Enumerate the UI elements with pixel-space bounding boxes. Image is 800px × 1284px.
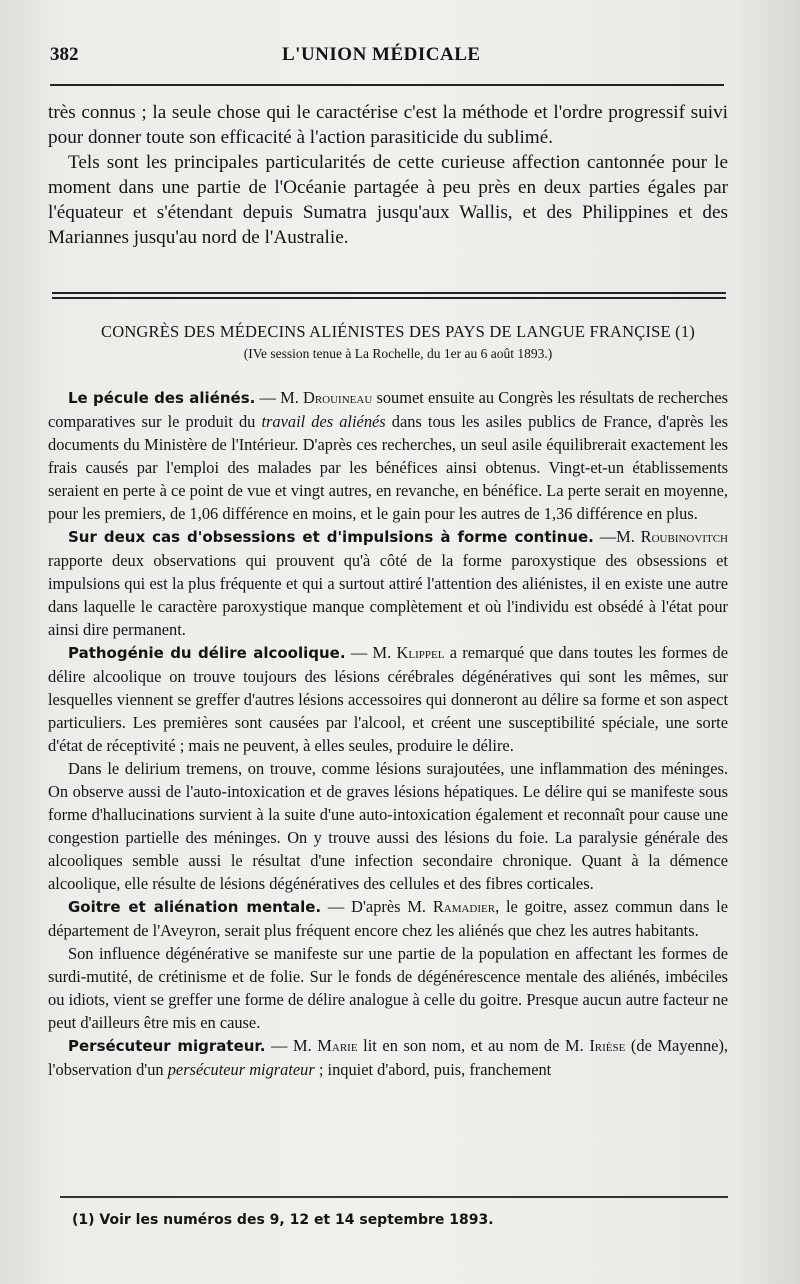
author-name: Drouineau (302, 388, 373, 407)
article-heading: Le pécule des aliénés. (68, 389, 256, 407)
dash-text: —M. (593, 527, 641, 546)
article-text: a remarqué que dans toutes les formes de délire alcoolique on trouve toujours des lésions cérébrales dégénératives qui sont les mêmes, sur lesquelles viennent se greffer d'autres lésions accessoires qui donneront au délire sa forme et son aspect particuliers. Les premières sont causées par l'alcool, et créent une susceptibilité spéciale, une sorte d'état de réceptivité ; mais ne peuvent, à elles seules, produire le délire. (48, 643, 728, 755)
author-name: Roubinovitch (640, 527, 728, 546)
author-name: Klippel (396, 643, 445, 662)
dash-text: — D'après M. (321, 897, 433, 916)
page-header (50, 44, 730, 70)
author-name: Irièse (589, 1036, 626, 1055)
italic-term: travail des aliénés (261, 412, 386, 431)
intro-text (48, 100, 728, 250)
article-text: soumet ensuite au Congrès les résultats de recherches comparatives sur le produit du (48, 388, 728, 431)
intro-paragraph-2: Tels sont les principales particularités de cette curieuse affection cantonnée pour le moment dans une partie de l'Océanie partagée à peu près en deux parties égales par l'équateur et s'étendant depuis Sumatra jusqu'aux Wallis, et des Philippines et des Mariannes jusqu'au nord de l'Australie. (48, 152, 728, 248)
article-text: rapporte deux observations qui prouvent qu'à côté de la forme paroxystique des obsessions et impulsions qui est la plus fréquente et qui a surtout attiré l'attention des aliénistes, il en existe une autre dans laquelle le caractère paroxystique manque complètement et où l'individu est obsédé à l'état pour ainsi dire permanent. (48, 551, 728, 639)
article-text: , le goitre, assez commun dans le département de l'Aveyron, serait plus fréquent encore chez les aliénés que chez les autres habitants. (48, 897, 729, 940)
article-heading: Sur deux cas d'obsessions et d'impulsions à forme continue. (68, 528, 594, 546)
article-heading: Goitre et aliénation mentale. (68, 898, 322, 916)
article-text: ; inquiet d'abord, puis, franchement (314, 1060, 552, 1079)
article-text: (de Mayenne), l'observation d'un (48, 1036, 729, 1079)
article-obsessions (48, 525, 728, 641)
article-goitre-para-2: Son influence dégénérative se manifeste sur une partie de la population en affectant les formes de surdi-mutité, de crétinisme et de folie. Sur le fonds de dégénérescence mentale des aliénés, imbéciles ou idiots, vient se greffer une forme de délire analogue à celle du goitre. Presque aucun autre facteur ne peut d'ailleurs être mis en cause. (48, 944, 728, 1032)
section-subtitle: (IVe session tenue à La Rochelle, du 1er au 6 août 1893.) (243, 346, 553, 361)
footnote: (1) Voir les numéros des 9, 12 et 14 septembre 1893. (72, 1212, 494, 1228)
section-title: CONGRÈS DES MÉDECINS ALIÉNISTES DES PAYS DE LANGUE FRANÇISE (1) (101, 322, 695, 341)
article-heading: Persécuteur migrateur. (68, 1037, 266, 1055)
dash-text: — M. (345, 643, 397, 662)
dash-text: — M. (255, 388, 303, 407)
article-persecuteur (48, 1034, 728, 1081)
article-heading: Pathogénie du délire alcoolique. (68, 644, 346, 662)
dash-text: — M. (265, 1036, 318, 1055)
article-alcoolique (48, 641, 728, 757)
article-body (48, 386, 728, 1081)
article-alcoolique-para-2: Dans le delirium tremens, on trouve, comme lésions surajoutées, une inflammation des méninges. On observe aussi de l'auto-intoxication et de graves lésions hépatiques. Le délire qui se manifeste sous forme d'hallucinations survient à la suite d'une auto-intoxication également et reconnaît pour cause une congestion partielle des méninges. On y trouve aussi des lésions du foie. La paralysie générale des alcooliques semble aussi le résultat d'une infection secondaire chronique. Quant à la démence alcoolique, elle résulte de lésions dégénératives des cellules et des fibres corticales. (48, 759, 728, 893)
intro-paragraph-1: très connus ; la seule chose qui le caractérise c'est la méthode et l'ordre progressif suivi pour donner toute son efficacité à l'action parasiticide du sublimé. (48, 102, 728, 148)
section-divider (52, 292, 726, 299)
footnote-rule (60, 1196, 728, 1198)
article-pecule (48, 386, 728, 525)
italic-term: persécuteur migrateur (167, 1060, 315, 1079)
page-number: 382 (50, 44, 79, 65)
author-name: Marie (317, 1036, 358, 1055)
running-head: L'UNION MÉDICALE (282, 44, 481, 65)
article-text: dans tous les asiles publics de France, d'après les documents du Ministère de l'Intérieur. D'après ces recherches, un seul asile équilibrerait exactement les frais causés par l'emploi des malades par les bénéfices ainsi obtenus. Vingt-et-un établissements seraient en perte à ce point de vue et vingt autres, en revanche, en bénéfice. La perte serait en moyenne, pour les premiers, de 1,06 différence en moins, et le gain pour les autres de 1,36 différence en plus. (48, 412, 728, 523)
header-rule (50, 84, 724, 86)
article-text: lit en son nom, et au nom de M. (357, 1036, 590, 1055)
article-goitre (48, 895, 728, 942)
author-name: Ramadier (432, 897, 496, 916)
